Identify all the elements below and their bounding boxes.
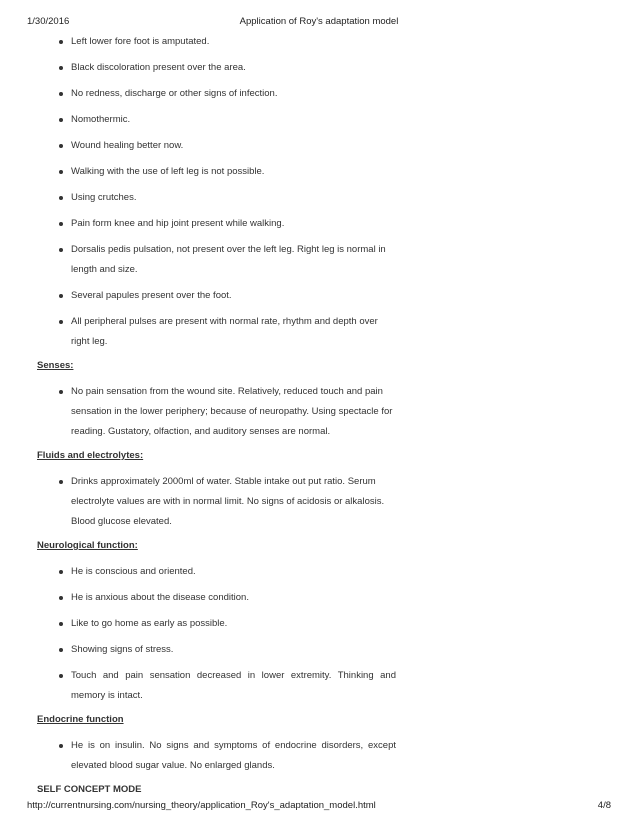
list-item: Pain form knee and hip joint present while walking. <box>0 214 396 234</box>
senses-list <box>0 382 638 442</box>
fluids-list <box>0 472 638 532</box>
list-item: No redness, discharge or other signs of infection. <box>0 84 396 104</box>
header-date: 1/30/2016 <box>27 16 70 27</box>
page-footer <box>27 800 611 812</box>
endocrine-list <box>0 736 638 776</box>
list-item: He is conscious and oriented. <box>0 562 396 582</box>
bullet-icon <box>59 648 63 652</box>
bullet-icon <box>59 622 63 626</box>
bullet-icon <box>59 596 63 600</box>
list-item: Drinks approximately 2000ml of water. Stable intake out put ratio. Serum electrolyte values are with in normal limit. No signs of acidosis or alkalosis. Blood glucose elevated. <box>0 472 396 532</box>
list-item: Wound healing better now. <box>0 136 396 156</box>
bullet-icon <box>59 390 63 394</box>
list-item: Touch and pain sensation decreased in lower extremity. Thinking and memory is intact. <box>0 666 396 706</box>
bullet-icon <box>59 66 63 70</box>
bullet-icon <box>59 480 63 484</box>
footer-url: http://currentnursing.com/nursing_theory/application_Roy's_adaptation_model.html <box>27 800 376 811</box>
bullet-icon <box>59 222 63 226</box>
bullet-icon <box>59 144 63 148</box>
bullet-icon <box>59 40 63 44</box>
list-item: Walking with the use of left leg is not possible. <box>0 162 396 182</box>
page-header <box>27 16 611 28</box>
list-item: All peripheral pulses are present with normal rate, rhythm and depth over right leg. <box>0 312 396 352</box>
bullet-icon <box>59 294 63 298</box>
header-title: Application of Roy's adaptation model <box>239 16 399 27</box>
list-item: Like to go home as early as possible. <box>0 614 396 634</box>
bullet-icon <box>59 170 63 174</box>
section-heading-senses: Senses: <box>37 360 74 371</box>
section-heading-self-concept: SELF CONCEPT MODE <box>37 784 142 795</box>
bullet-icon <box>59 118 63 122</box>
list-item: Nomothermic. <box>0 110 396 130</box>
bullet-icon <box>59 674 63 678</box>
list-item: He is anxious about the disease condition. <box>0 588 396 608</box>
section-heading-fluids: Fluids and electrolytes: <box>37 450 144 461</box>
list-item: He is on insulin. No signs and symptoms of endocrine disorders, except elevated blood sugar value. No enlarged glands. <box>0 736 396 776</box>
page-number: 4/8 <box>597 800 611 811</box>
list-item: Showing signs of stress. <box>0 640 396 660</box>
bullet-icon <box>59 570 63 574</box>
bullet-icon <box>59 248 63 252</box>
list-item: Left lower fore foot is amputated. <box>0 32 396 52</box>
bullet-icon <box>59 320 63 324</box>
list-item: Black discoloration present over the area. <box>0 58 396 78</box>
list-item: Several papules present over the foot. <box>0 286 396 306</box>
list-item: Using crutches. <box>0 188 396 208</box>
section-heading-neurological: Neurological function: <box>37 540 138 551</box>
bullet-icon <box>59 196 63 200</box>
document-content <box>0 32 638 806</box>
neurological-list <box>0 562 638 706</box>
list-item: Dorsalis pedis pulsation, not present over the left leg. Right leg is normal in length and size. <box>0 240 396 280</box>
list-item: No pain sensation from the wound site. Relatively, reduced touch and pain sensation in the lower periphery; because of neuropathy. Using spectacle for reading. Gustatory, olfaction, and auditory senses are normal. <box>0 382 396 442</box>
intro-list <box>0 32 638 352</box>
bullet-icon <box>59 744 63 748</box>
bullet-icon <box>59 92 63 96</box>
section-heading-endocrine: Endocrine function <box>37 714 124 725</box>
